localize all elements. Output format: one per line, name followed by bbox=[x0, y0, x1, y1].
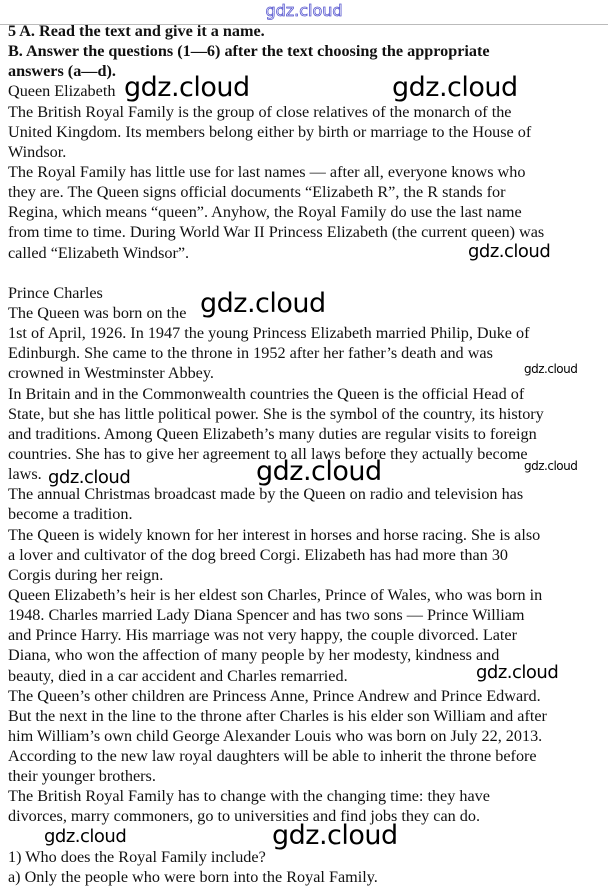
text-line: The Queen’s other children are Princess Anne, Prince Andrew and Prince Edward. bbox=[8, 686, 541, 705]
text-line: and Prince Harry. His marriage was not very happy, the couple divorced. Later bbox=[8, 626, 517, 645]
text-line: But the next in the line to the throne after Charles is his elder son William and after bbox=[8, 706, 547, 725]
text-line: 5 A. Read the text and give it a name. bbox=[8, 22, 265, 40]
text-line: State, but she has little political power. She is the symbol of the country, its history bbox=[8, 404, 544, 423]
text-line: The British Royal Family is the group of close relatives of the monarch of the bbox=[8, 102, 512, 121]
text-line: beauty, died in a car accident and Charles remarried. bbox=[8, 666, 348, 685]
text-line: crowned in Westminster Abbey. bbox=[8, 364, 214, 383]
watermark: gdz.cloud bbox=[256, 456, 382, 487]
watermark: gdz.cloud bbox=[476, 662, 559, 683]
text-line: answers (a—d). bbox=[8, 62, 116, 81]
text-line: divorces, marry commoners, go to universities and find jobs they can do. bbox=[8, 807, 481, 826]
text-line: 1st of April, 1926. In 1947 the young Princess Elizabeth married Philip, Duke of bbox=[8, 324, 530, 343]
text-line: The Queen was born on the bbox=[8, 303, 187, 322]
text-line: Queen Elizabeth’s heir is her eldest son Charles, Prince of Wales, who was born in bbox=[8, 585, 543, 604]
text-line: 1) Who does the Royal Family include? bbox=[8, 847, 266, 866]
text-line: and traditions. Among Queen Elizabeth’s many duties are regular visits to foreign bbox=[8, 424, 537, 443]
blank-line bbox=[8, 263, 606, 283]
text-line: a) Only the people who were born into the Royal Family. bbox=[8, 867, 378, 886]
text-line: Windsor. bbox=[8, 142, 67, 161]
watermark: gdz.cloud bbox=[124, 72, 250, 103]
text-line: United Kingdom. Its members belong either by birth or marriage to the House of bbox=[8, 122, 532, 141]
text-line: The Royal Family has little use for last names — after all, everyone knows who bbox=[8, 162, 526, 181]
text-line: According to the new law royal daughters will be able to inherit the throne before bbox=[8, 747, 537, 766]
text-line: The British Royal Family has to change with the changing time: they have bbox=[8, 787, 490, 806]
watermark: gdz.cloud bbox=[468, 241, 551, 262]
text-line: B. Answer the questions (1—6) after the text choosing the appropriate bbox=[8, 42, 490, 61]
text-line: The annual Christmas broadcast made by the Queen on radio and television has bbox=[8, 485, 524, 504]
text-line: they are. The Queen signs official documents “Elizabeth R”, the R stands for bbox=[8, 183, 506, 202]
text-line: Diana, who won the affection of many people by her modesty, kindness and bbox=[8, 646, 500, 665]
text-line: Prince Charles bbox=[8, 283, 103, 302]
text-line: The Queen is widely known for her interest in horses and horse racing. She is also bbox=[8, 525, 541, 544]
text-line: Regina, which means “queen”. Anyhow, the Royal Family do use the last name bbox=[8, 203, 522, 222]
text-line: a lover and cultivator of the dog breed Corgi. Elizabeth has had more than 30 bbox=[8, 545, 509, 564]
text-line: laws. bbox=[8, 465, 42, 484]
text-line: countries. She has to give her agreement to all laws before they actually become bbox=[8, 444, 528, 463]
header-watermark: gdz.cloud bbox=[265, 1, 343, 20]
watermark: gdz.cloud bbox=[44, 826, 127, 847]
text-line: Edinburgh. She came to the throne in 1952 after her father’s death and was bbox=[8, 344, 493, 363]
text-line: become a tradition. bbox=[8, 505, 133, 524]
watermark: gdz.cloud bbox=[524, 459, 578, 473]
text-line: Corgis during her reign. bbox=[8, 565, 164, 584]
watermark: gdz.cloud bbox=[392, 72, 518, 103]
watermark: gdz.cloud bbox=[524, 362, 578, 376]
text-line: 1948. Charles married Lady Diana Spencer and has two sons — Prince William bbox=[8, 606, 525, 625]
text-line: Queen Elizabeth bbox=[8, 82, 116, 101]
text-line: called “Elizabeth Windsor”. bbox=[8, 243, 190, 262]
watermark: gdz.cloud bbox=[200, 288, 326, 319]
text-line: from time to time. During World War II Princess Elizabeth (the current queen) was bbox=[8, 223, 545, 242]
watermark: gdz.cloud bbox=[272, 820, 398, 851]
watermark: gdz.cloud bbox=[48, 467, 131, 488]
text-line: their younger brothers. bbox=[8, 767, 156, 786]
text-line: In Britain and in the Commonwealth countries the Queen is the official Head of bbox=[8, 384, 525, 403]
document-body bbox=[8, 21, 606, 887]
text-line: him William’s own child George Alexander Louis who was born on July 22, 2013. bbox=[8, 726, 543, 745]
